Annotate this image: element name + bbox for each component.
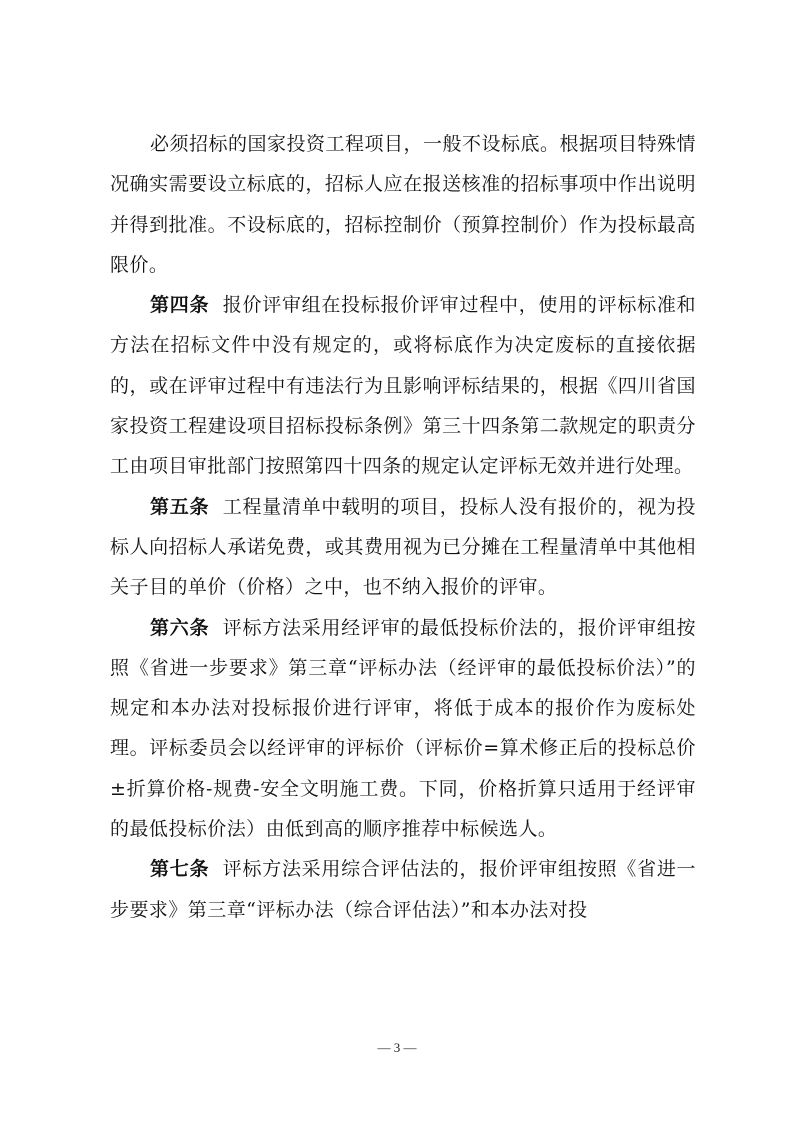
paragraph-intro: [110, 124, 696, 285]
article-text: 评标方法采用经评审的最低投标价法的，报价评审组按照《省进一步要求》第三章“评标办法（经评审的最低投标价法）”的规定和本办法对投标报价进行评审，将低于成本的报价作为废标处理。评标委员会以经评审的评标价（评标价=算术修正后的投标总价±折算价格-规费-安全文明施工费。下同，价格折算只适用于经评审的最低投标价法）由低到高的顺序推荐中标候选人。: [110, 616, 696, 841]
paragraph-text: 必须招标的国家投资工程项目，一般不设标底。根据项目特殊情况确实需要设立标底的，招标人应在报送核准的招标事项中作出说明并得到批准。不设标底的，招标控制价（预算控制价）作为投标最高限价。: [110, 133, 696, 276]
article-number: 第四条: [150, 294, 210, 317]
article-number: 第七条: [150, 858, 210, 881]
article-number: 第五条: [150, 495, 210, 518]
document-body: [110, 124, 696, 930]
article-number: 第六条: [150, 616, 210, 639]
article-5: [110, 487, 696, 608]
article-text: 报价评审组在投标报价评审过程中，使用的评标标准和方法在招标文件中没有规定的，或将标底作为决定废标的直接依据的，或在评审过程中有违法行为且影响评标结果的，根据《四川省国家投资工程建设项目招标投标条例》第三十四条第二款规定的职责分工由项目审批部门按照第四十四条的规定认定评标无效并进行处理。: [110, 294, 696, 478]
page-number: — 3 —: [377, 1040, 417, 1055]
article-7: [110, 849, 696, 930]
article-text: 工程量清单中载明的项目，投标人没有报价的，视为投标人向招标人承诺免费，或其费用视为已分摊在工程量清单中其他相关子目的单价（价格）之中，也不纳入报价的评审。: [110, 495, 696, 599]
article-text: 评标方法采用综合评估法的，报价评审组按照《省进一步要求》第三章“评标办法（综合评估法）”和本办法对投: [110, 858, 696, 921]
article-4: [110, 285, 696, 486]
article-6: [110, 608, 696, 850]
